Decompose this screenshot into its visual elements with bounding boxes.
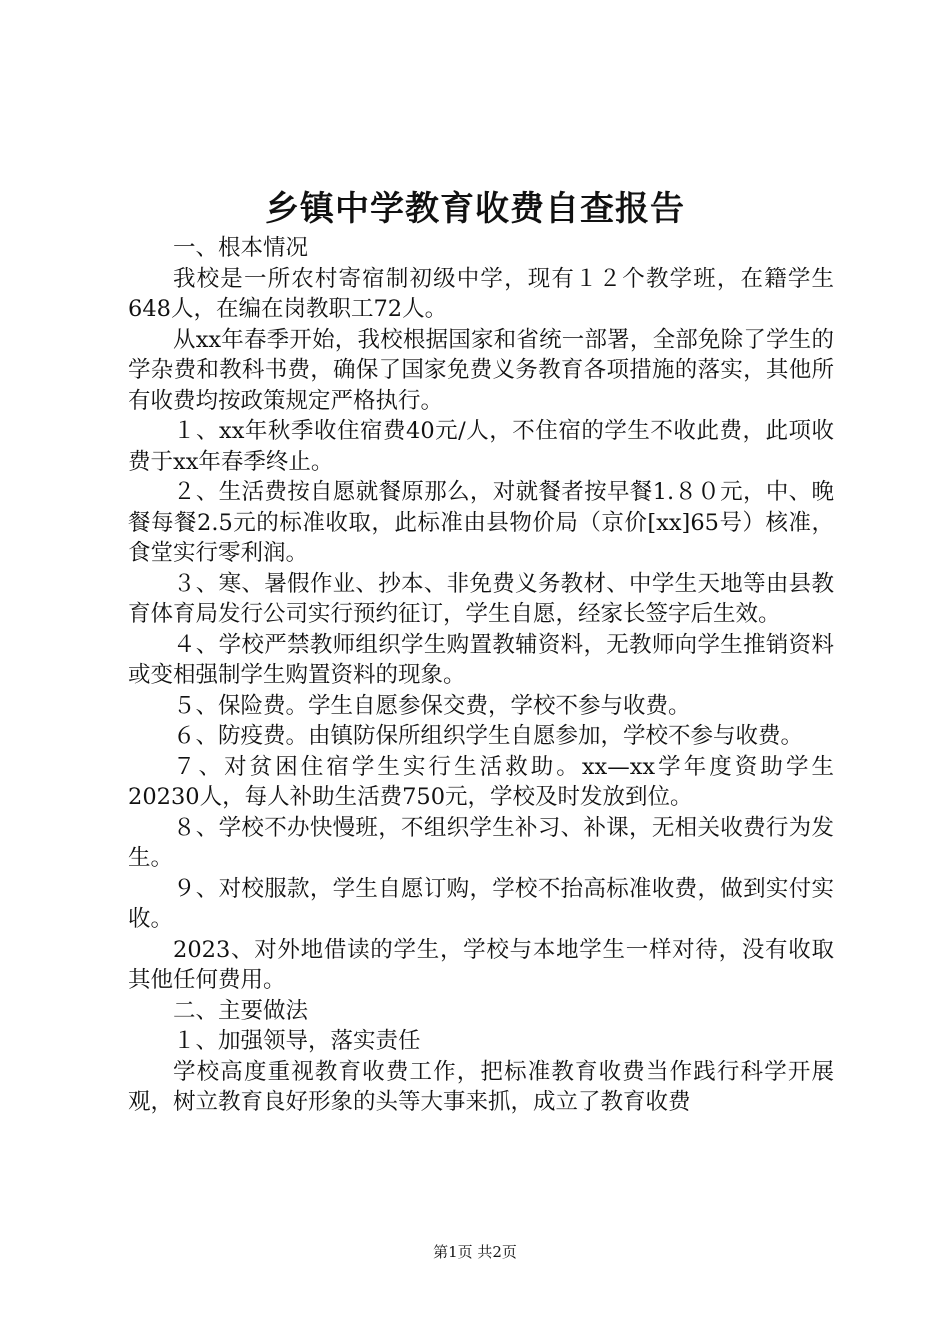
paragraph: 我校是一所农村寄宿制初级中学，现有１２个教学班，在籍学生648人，在编在岗教职工72人。 xyxy=(128,265,834,322)
section-heading: 一、根本情况 xyxy=(173,235,309,261)
list-item: ５、保险费。学生自愿参保交费，学校不参与收费。 xyxy=(173,692,691,719)
list-item: 2023、对外地借读的学生，学校与本地学生一样对待，没有收取其他任何费用。 xyxy=(128,936,834,993)
paragraph: 学校高度重视教育收费工作，把标准教育收费当作践行科学开展观，树立教育良好形象的头等大事来抓，成立了教育收费 xyxy=(128,1058,834,1115)
document-title: 乡镇中学教育收费自查报告 xyxy=(265,189,685,229)
list-item: １、xx年秋季收住宿费40元/人，不住宿的学生不收此费，此项收费于xx年春季终止。 xyxy=(128,418,834,475)
document-body xyxy=(128,233,834,1118)
list-item: ９、对校服款，学生自愿订购，学校不抬高标准收费，做到实付实收。 xyxy=(128,875,834,932)
subsection-heading: １、加强领导，落实责任 xyxy=(173,1028,421,1054)
section-heading: 二、主要做法 xyxy=(173,997,309,1024)
paragraph: 从xx年春季开始，我校根据国家和省统一部署，全部免除了学生的学杂费和教科书费，确保了国家免费义务教育各项措施的落实，其他所有收费均按政策规定严格执行。 xyxy=(128,326,834,414)
list-item: ４、学校严禁教师组织学生购置教辅资料，无教师向学生推销资料或变相强制学生购置资料的现象。 xyxy=(128,631,834,688)
list-item: ６、防疫费。由镇防保所组织学生自愿参加，学校不参与收费。 xyxy=(173,723,804,749)
list-item: ２、生活费按自愿就餐原那么，对就餐者按早餐1.８０元，中、晚餐每餐2.5元的标准收取，此标准由县物价局（京价[xx]65号）核准，食堂实行零利润。 xyxy=(128,479,834,566)
list-item: ３、寒、暑假作业、抄本、非免费义务教材、中学生天地等由县教育体育局发行公司实行预约征订，学生自愿，经家长签字后生效。 xyxy=(128,570,834,627)
page-footer: 第1页 共2页 xyxy=(433,1243,517,1261)
list-item: ８、学校不办快慢班，不组织学生补习、补课，无相关收费行为发生。 xyxy=(128,814,834,871)
list-item: ７、对贫困住宿学生实行生活救助。xx—xx学年度资助学生20230人，每人补助生活费750元，学校及时发放到位。 xyxy=(128,753,834,810)
